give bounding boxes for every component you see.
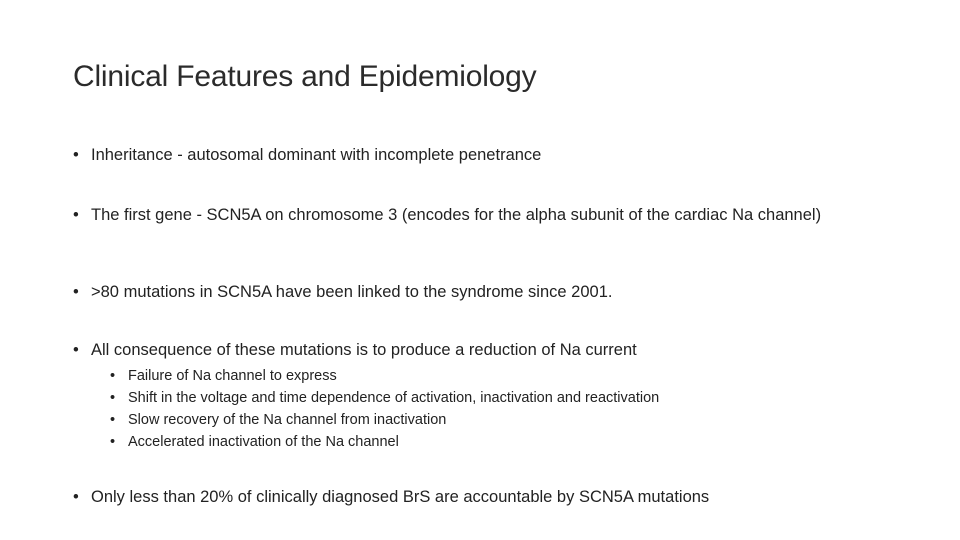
bullet-dot-icon: • (110, 368, 116, 384)
bullet-text: Inheritance - autosomal dominant with incomplete penetrance (91, 146, 542, 164)
bullet-item-scn5a-proportion (73, 488, 831, 507)
sub-bullet-list (110, 365, 659, 453)
slide-title: Clinical Features and Epidemiology (73, 60, 537, 93)
bullet-dot-icon: • (73, 283, 79, 301)
sub-bullet-item (110, 409, 659, 431)
bullet-item-mutations-count (73, 283, 831, 302)
bullet-dot-icon: • (110, 434, 116, 450)
sub-bullet-item (110, 431, 659, 453)
bullet-text: >80 mutations in SCN5A have been linked to the syndrome since 2001. (91, 283, 613, 301)
bullet-dot-icon: • (73, 146, 79, 164)
bullet-dot-icon: • (110, 390, 116, 406)
bullet-dot-icon: • (73, 206, 79, 224)
sub-bullet-text: Accelerated inactivation of the Na channel (128, 434, 399, 450)
bullet-item-consequence (73, 341, 831, 360)
sub-bullet-item (110, 387, 659, 409)
bullet-text: The first gene - SCN5A on chromosome 3 (encodes for the alpha subunit of the cardiac Na channel) (91, 206, 822, 224)
sub-bullet-text: Failure of Na channel to express (128, 368, 337, 384)
bullet-text: Only less than 20% of clinically diagnosed BrS are accountable by SCN5A mutations (91, 488, 710, 506)
bullet-text: All consequence of these mutations is to produce a reduction of Na current (91, 341, 637, 359)
bullet-dot-icon: • (73, 341, 79, 359)
bullet-dot-icon: • (73, 488, 79, 506)
bullet-item-inheritance (73, 146, 831, 165)
bullet-dot-icon: • (110, 412, 116, 428)
sub-bullet-item (110, 365, 659, 387)
sub-bullet-text: Shift in the voltage and time dependence of activation, inactivation and reactivation (128, 390, 660, 406)
bullet-item-first-gene (73, 206, 831, 225)
sub-bullet-text: Slow recovery of the Na channel from inactivation (128, 412, 447, 428)
